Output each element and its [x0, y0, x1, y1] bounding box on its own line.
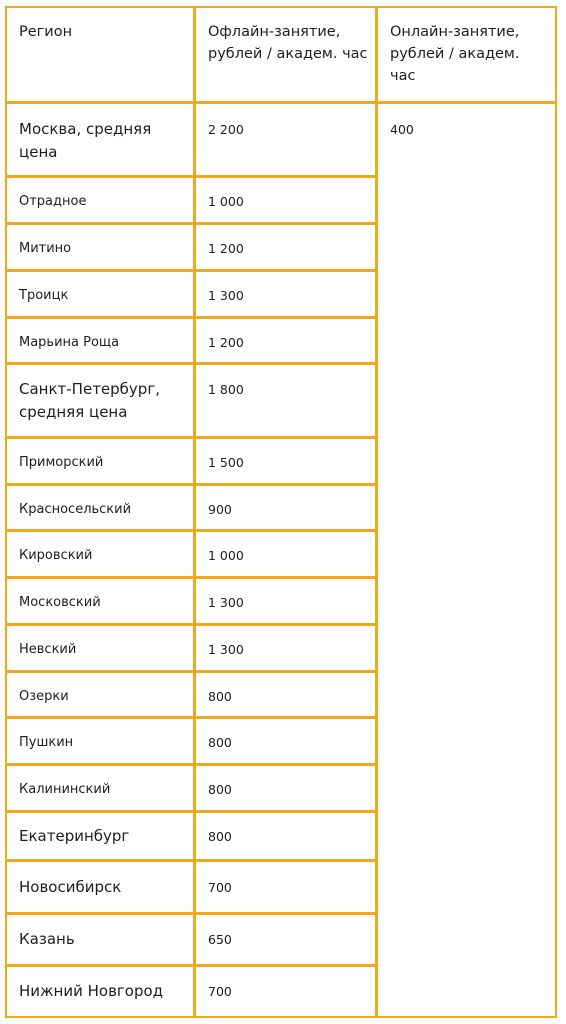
offline-price-cell: 1 500 [208, 455, 244, 470]
column-divider [375, 6, 378, 1018]
region-cell: Кировский [19, 548, 93, 563]
region-cell: Новосибирск [19, 878, 122, 896]
column-divider [193, 6, 196, 1018]
region-cell: Санкт-Петербург, средняя цена [19, 380, 160, 421]
row-divider [5, 483, 377, 486]
offline-price-cell: 900 [208, 502, 232, 517]
offline-price-cell: 1 000 [208, 548, 244, 563]
offline-price-cell: 2 200 [208, 122, 244, 137]
region-cell: Московский [19, 595, 101, 610]
row-divider [5, 222, 377, 225]
header-online: Онлайн-занятие, рублей / академ. час [390, 24, 520, 84]
row-divider [5, 810, 377, 813]
row-divider [5, 670, 377, 673]
region-cell: Екатеринбург [19, 827, 130, 845]
row-divider [5, 436, 377, 439]
offline-price-cell: 1 200 [208, 241, 244, 256]
region-cell: Отрадное [19, 194, 87, 209]
online-price-cell: 400 [390, 122, 414, 137]
row-divider [5, 964, 377, 967]
region-cell: Красносельский [19, 502, 132, 517]
row-divider [5, 101, 557, 104]
row-divider [5, 529, 377, 532]
row-divider [5, 576, 377, 579]
region-cell: Казань [19, 930, 75, 948]
offline-price-cell: 800 [208, 689, 232, 704]
offline-price-cell: 1 300 [208, 642, 244, 657]
offline-price-cell: 650 [208, 932, 232, 947]
offline-price-cell: 1 300 [208, 595, 244, 610]
row-divider [5, 362, 377, 365]
region-cell: Калининский [19, 782, 111, 797]
row-divider [5, 763, 377, 766]
offline-price-cell: 1 300 [208, 288, 244, 303]
row-divider [5, 316, 377, 319]
offline-price-cell: 700 [208, 984, 232, 999]
row-divider [5, 175, 377, 178]
offline-price-cell: 1 800 [208, 382, 244, 397]
offline-price-cell: 800 [208, 735, 232, 750]
row-divider [5, 912, 377, 915]
region-cell: Приморский [19, 455, 104, 470]
region-cell: Нижний Новгород [19, 982, 164, 1000]
offline-price-cell: 1 200 [208, 335, 244, 350]
row-divider [5, 623, 377, 626]
header-offline: Офлайн-занятие, рублей / академ. час [208, 24, 368, 62]
offline-price-cell: 700 [208, 880, 232, 895]
row-divider [5, 716, 377, 719]
offline-price-cell: 800 [208, 782, 232, 797]
row-divider [5, 269, 377, 272]
region-cell: Митино [19, 241, 72, 256]
region-cell: Троицк [19, 288, 69, 303]
region-cell: Невский [19, 642, 77, 657]
region-cell: Пушкин [19, 735, 74, 750]
region-cell: Москва, средняя цена [19, 120, 152, 161]
region-cell: Озерки [19, 689, 69, 704]
offline-price-cell: 800 [208, 829, 232, 844]
offline-price-cell: 1 000 [208, 194, 244, 209]
region-cell: Марьина Роща [19, 335, 120, 350]
row-divider [5, 859, 377, 862]
header-region: Регион [19, 24, 73, 40]
